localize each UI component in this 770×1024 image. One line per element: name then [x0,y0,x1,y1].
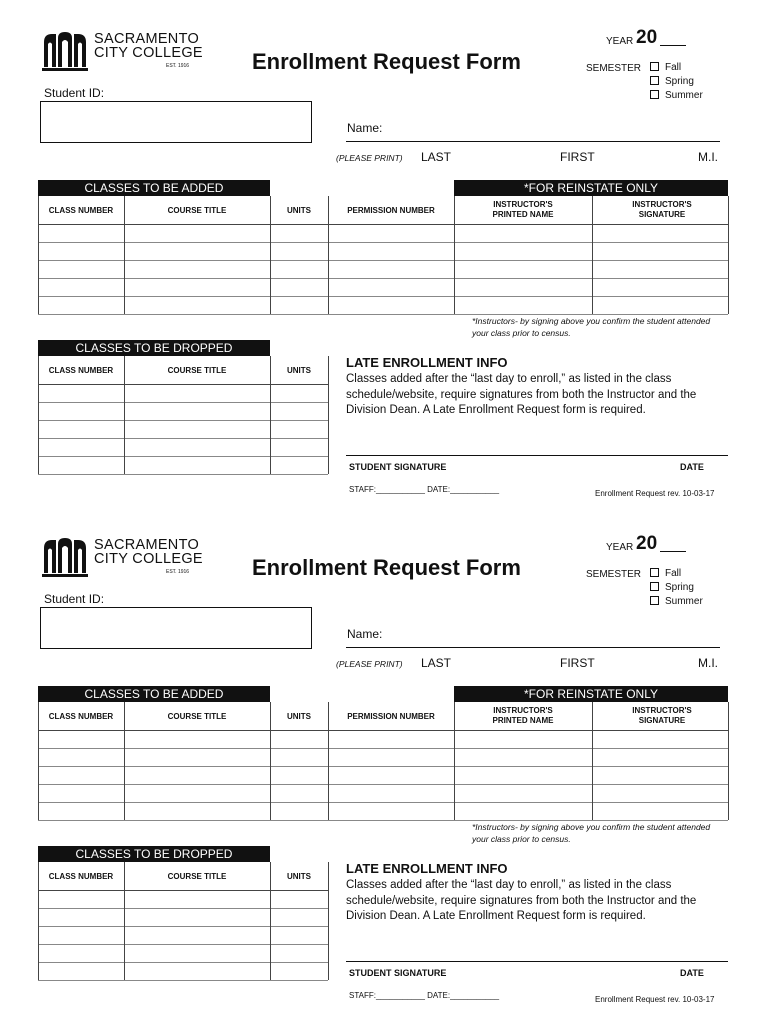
table-cell[interactable] [124,260,270,278]
checkbox-icon[interactable] [650,76,659,85]
student-signature-field[interactable] [346,455,728,456]
table-cell[interactable] [454,730,592,748]
table-cell[interactable] [270,438,328,456]
table-cell[interactable] [270,242,328,260]
table-cell[interactable] [38,242,124,260]
enrollment-form-bottom [0,506,770,1012]
table-cell[interactable] [454,278,592,296]
late-enrollment-text: Classes added after the “last day to enroll,” as listed in the class schedule/website, require signatures from both the Instructor and the Division Dean. A Late Enrollment Request form is required. [346,879,697,922]
table-cell[interactable] [328,242,454,260]
table-cell[interactable] [454,748,592,766]
table-cell[interactable] [124,802,270,820]
semester-option-fall[interactable] [650,62,681,73]
table-cell[interactable] [270,260,328,278]
classes-dropped-header: CLASSES TO BE DROPPED [38,846,270,862]
table-cell[interactable] [124,926,270,944]
table-cell[interactable] [38,402,124,420]
table-cell[interactable] [38,296,124,314]
table-cell[interactable] [454,802,592,820]
table-cell[interactable] [124,748,270,766]
name-label: Name: [347,627,383,641]
table-cell[interactable] [38,260,124,278]
name-first-label: FIRST [560,150,595,164]
college-logo [40,536,203,580]
please-print-note: (PLEASE PRINT) [336,153,403,163]
table-cell[interactable] [124,420,270,438]
drop-col-course-title: COURSE TITLE [167,872,227,881]
student-signature-label: STUDENT SIGNATURE [349,968,447,978]
table-cell[interactable] [270,944,328,962]
semester-option-summer[interactable] [650,596,703,607]
col-instructor-printed-name: INSTRUCTOR'S PRINTED NAME [492,200,554,219]
table-cell[interactable] [328,766,454,784]
table-cell[interactable] [270,766,328,784]
table-cell[interactable] [592,296,728,314]
late-enrollment-heading: LATE ENROLLMENT INFO [346,861,508,876]
semester-option-fall[interactable] [650,568,681,579]
drop-col-units: UNITS [287,872,311,881]
table-cell[interactable] [38,784,124,802]
semester-option-spring[interactable] [650,76,694,87]
table-cell[interactable] [328,260,454,278]
table-cell[interactable] [454,260,592,278]
table-cell[interactable] [38,926,124,944]
table-cell[interactable] [328,730,454,748]
table-row-rule [38,980,328,981]
logo-est: EST. 1916 [166,63,190,69]
logo-line-2: CITY COLLEGE [94,45,203,61]
table-cell[interactable] [124,944,270,962]
table-cell[interactable] [454,296,592,314]
table-row-rule [38,474,328,475]
table-cell[interactable] [270,784,328,802]
table-cell[interactable] [38,748,124,766]
table-cell[interactable] [38,438,124,456]
signature-date-label: DATE [680,462,704,472]
instructor-note: *Instructors- by signing above you confirm the student attended your class prior to census. [472,822,711,844]
table-cell[interactable] [270,748,328,766]
col-course-title: COURSE TITLE [167,206,227,215]
year-field[interactable] [660,45,686,46]
table-cell[interactable] [124,908,270,926]
table-cell[interactable] [270,962,328,980]
form-revision: Enrollment Request rev. 10-03-17 [595,489,715,498]
name-field[interactable] [346,141,720,142]
table-cell[interactable] [124,242,270,260]
name-last-label: LAST [421,656,452,670]
name-label: Name: [347,121,383,135]
table-cell[interactable] [328,296,454,314]
table-cell[interactable] [592,260,728,278]
table-cell[interactable] [592,278,728,296]
table-cell[interactable] [454,784,592,802]
logo-est: EST. 1916 [166,569,190,575]
table-cell[interactable] [38,420,124,438]
table-cell[interactable] [454,766,592,784]
semester-option-spring[interactable] [650,582,694,593]
signature-date-label: DATE [680,968,704,978]
instructor-note: *Instructors- by signing above you confirm the student attended your class prior to census. [472,316,711,338]
semester-option-label: Spring [665,582,694,593]
table-cell[interactable] [592,730,728,748]
table-cell[interactable] [270,296,328,314]
table-cell[interactable] [38,962,124,980]
table-cell[interactable] [38,890,124,908]
col-instructor-signature: INSTRUCTOR'S SIGNATURE [632,706,692,725]
name-last-label: LAST [421,150,452,164]
student-id-field[interactable] [40,607,312,649]
semester-option-label: Spring [665,76,694,87]
table-cell[interactable] [592,242,728,260]
table-cell[interactable] [328,224,454,242]
table-cell[interactable] [124,402,270,420]
student-signature-field[interactable] [346,961,728,962]
table-cell[interactable] [124,766,270,784]
table-cell[interactable] [124,224,270,242]
semester-option-label: Fall [665,62,682,73]
table-cell[interactable] [38,384,124,402]
table-cell[interactable] [592,766,728,784]
logo-line-1: SACRAMENTO [94,31,200,47]
table-cell[interactable] [270,730,328,748]
table-cell[interactable] [270,384,328,402]
table-cell[interactable] [124,784,270,802]
table-cell[interactable] [124,456,270,474]
col-course-title: COURSE TITLE [167,712,227,721]
drop-col-class-number: CLASS NUMBER [48,872,114,881]
table-cell[interactable] [270,926,328,944]
form-title: Enrollment Request Form [252,555,521,580]
table-cell[interactable] [124,296,270,314]
reinstate-header: *FOR REINSTATE ONLY [454,686,728,702]
table-cell[interactable] [38,908,124,926]
table-cell[interactable] [270,420,328,438]
checkbox-icon[interactable] [650,62,659,71]
reinstate-header: *FOR REINSTATE ONLY [454,180,728,196]
year-label: YEAR [606,542,634,553]
semester-option-label: Summer [665,596,703,607]
table-cell[interactable] [328,784,454,802]
logo-line-2: CITY COLLEGE [94,551,203,567]
classes-added-header: CLASSES TO BE ADDED [38,686,270,702]
logo-line-1: SACRAMENTO [94,537,200,553]
semester-option-label: Fall [665,568,682,579]
student-id-field[interactable] [40,101,312,143]
table-cell[interactable] [124,962,270,980]
table-cell[interactable] [270,802,328,820]
table-cell[interactable] [124,384,270,402]
col-permission-number: PERMISSION NUMBER [347,206,435,215]
checkbox-icon[interactable] [650,582,659,591]
checkbox-icon[interactable] [650,596,659,605]
drop-col-course-title: COURSE TITLE [167,366,227,375]
table-cell[interactable] [38,944,124,962]
table-cell[interactable] [592,802,728,820]
name-first-label: FIRST [560,656,595,670]
please-print-note: (PLEASE PRINT) [336,659,403,669]
table-cell[interactable] [124,730,270,748]
table-cell[interactable] [454,242,592,260]
checkbox-icon[interactable] [650,568,659,577]
table-cell[interactable] [454,224,592,242]
late-enrollment-text: Classes added after the “last day to enroll,” as listed in the class schedule/website, require signatures from both the Instructor and the Division Dean. A Late Enrollment Request form is required. [346,373,697,416]
table-column-rule [328,862,329,980]
name-mi-label: M.I. [698,150,718,164]
table-cell[interactable] [328,278,454,296]
form-revision: Enrollment Request rev. 10-03-17 [595,995,715,1004]
classes-dropped-header: CLASSES TO BE DROPPED [38,340,270,356]
year-label: YEAR [606,36,634,47]
table-cell[interactable] [124,890,270,908]
student-id-label: Student ID: [44,592,105,606]
year-field[interactable] [660,551,686,552]
table-cell[interactable] [270,224,328,242]
staff-date-line: STAFF:___________ DATE:___________ [349,991,500,1000]
table-cell[interactable] [328,802,454,820]
table-cell[interactable] [38,456,124,474]
student-id-label: Student ID: [44,86,105,100]
table-cell[interactable] [38,224,124,242]
table-cell[interactable] [38,730,124,748]
table-cell[interactable] [38,766,124,784]
semester-label: SEMESTER [586,63,642,74]
semester-label: SEMESTER [586,569,642,580]
college-logo [40,30,203,74]
col-class-number: CLASS NUMBER [48,206,114,215]
table-column-rule [728,196,729,314]
table-cell[interactable] [270,456,328,474]
enrollment-form-top [0,0,770,506]
checkbox-icon[interactable] [650,90,659,99]
table-cell[interactable] [270,890,328,908]
table-cell[interactable] [38,278,124,296]
name-mi-label: M.I. [698,656,718,670]
col-units: UNITS [287,712,311,721]
drop-col-units: UNITS [287,366,311,375]
table-cell[interactable] [592,748,728,766]
semester-option-summer[interactable] [650,90,703,101]
col-instructor-printed-name: INSTRUCTOR'S PRINTED NAME [492,706,554,725]
classes-added-header: CLASSES TO BE ADDED [38,180,270,196]
form-title: Enrollment Request Form [252,49,521,74]
late-enrollment-heading: LATE ENROLLMENT INFO [346,355,508,370]
table-cell[interactable] [592,224,728,242]
table-cell[interactable] [270,278,328,296]
year-value: 20 [636,27,658,48]
staff-date-line: STAFF:___________ DATE:___________ [349,485,500,494]
col-instructor-signature: INSTRUCTOR'S SIGNATURE [632,200,692,219]
name-field[interactable] [346,647,720,648]
semester-option-label: Summer [665,90,703,101]
drop-col-class-number: CLASS NUMBER [48,366,114,375]
table-column-rule [328,356,329,474]
table-cell[interactable] [270,908,328,926]
col-permission-number: PERMISSION NUMBER [347,712,435,721]
col-class-number: CLASS NUMBER [48,712,114,721]
college-arches-icon [40,30,90,72]
table-cell[interactable] [38,802,124,820]
table-cell[interactable] [270,402,328,420]
table-cell[interactable] [592,784,728,802]
table-cell[interactable] [124,438,270,456]
table-column-rule [728,702,729,820]
table-cell[interactable] [328,748,454,766]
col-units: UNITS [287,206,311,215]
student-signature-label: STUDENT SIGNATURE [349,462,447,472]
college-arches-icon [40,536,90,578]
table-cell[interactable] [124,278,270,296]
year-value: 20 [636,533,658,554]
